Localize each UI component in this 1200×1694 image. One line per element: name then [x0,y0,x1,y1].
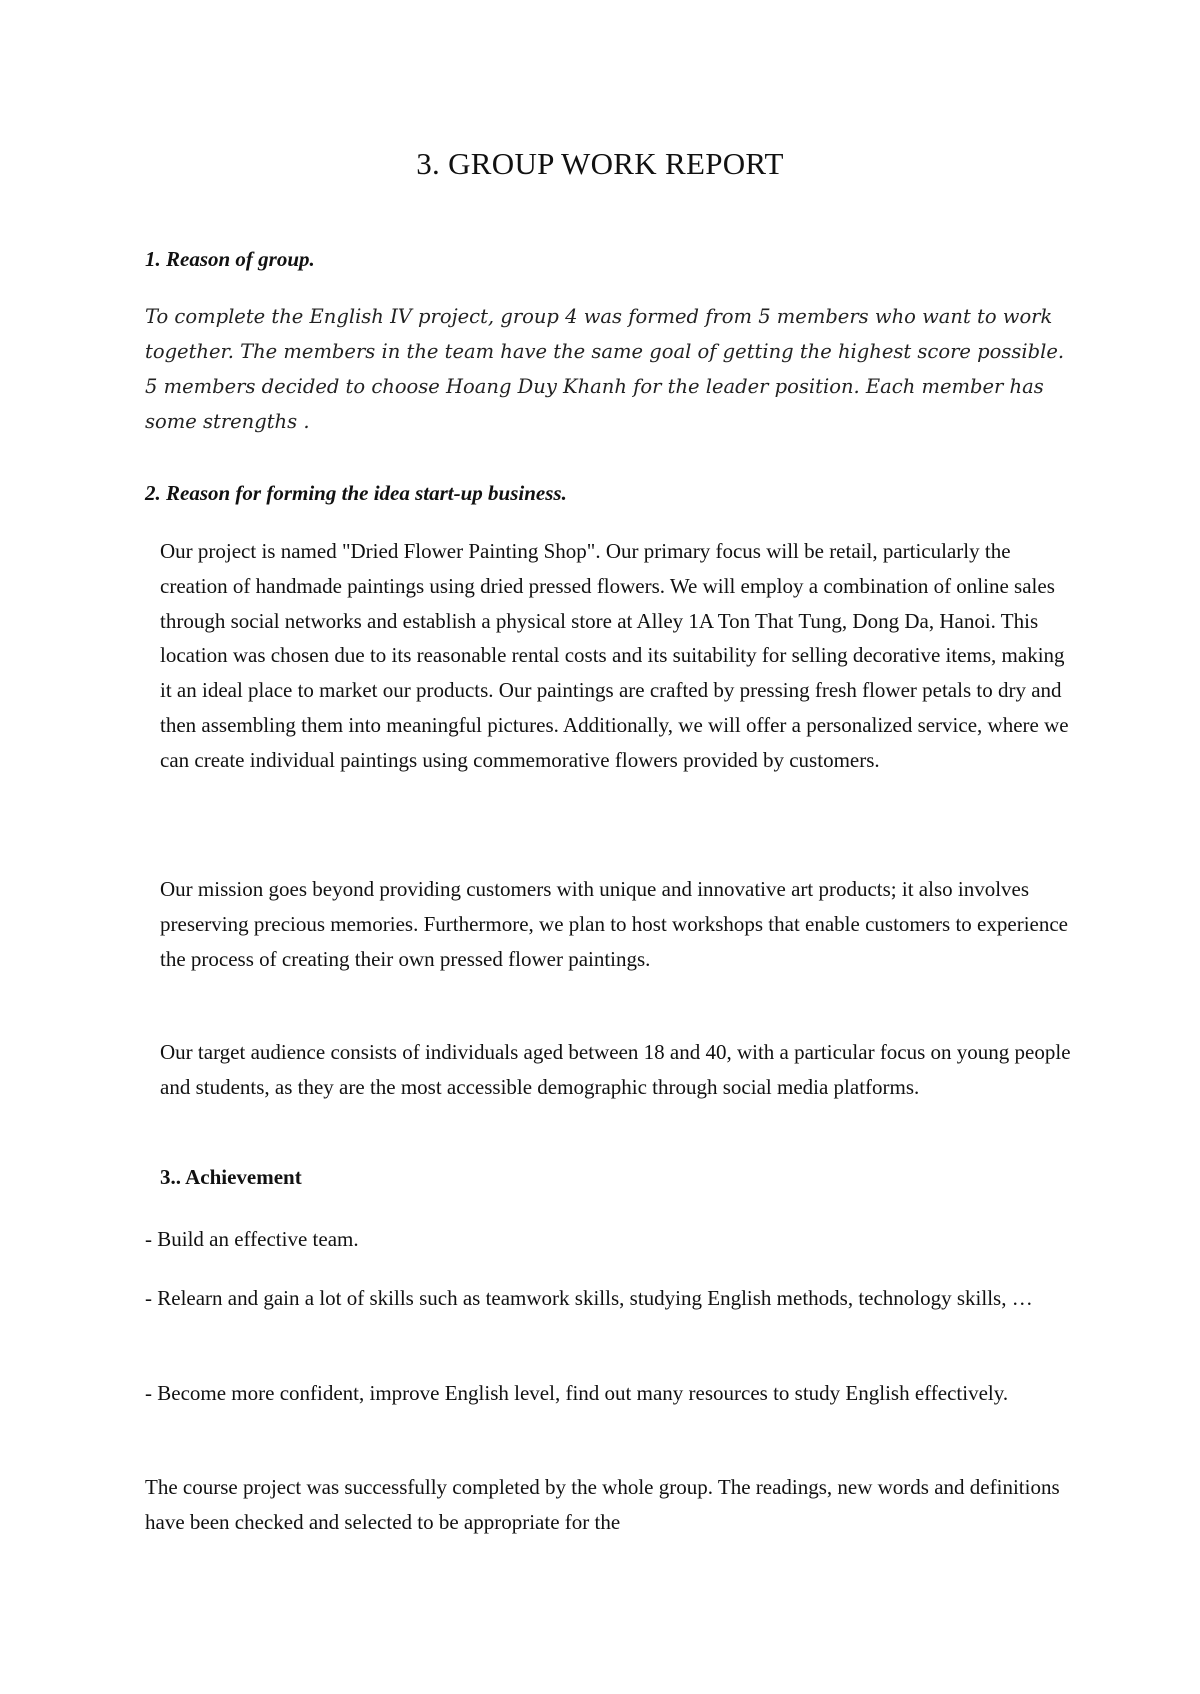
page-title: 3. GROUP WORK REPORT [416,146,784,181]
paragraph-project-description: Our project is named "Dried Flower Painting Shop". Our primary focus will be retail, particularly the creation of handmade paintings using dried pressed flowers. We will employ a combination of online sales through social networks and establish a physical store at Alley 1A Ton That Tung, Dong Da, Hanoi. This location was chosen due to its reasonable rental costs and its suitability for selling decorative items, making it an ideal place to market our products. Our paintings are crafted by pressing fresh flower petals to dry and then assembling them into meaningful pictures. Additionally, we will offer a personalized service, where we can create individual paintings using commemorative flowers provided by customers. [160,539,1069,772]
section-body-reason-of-group: To complete the English IV project, group 4 was formed from 5 members who want to work together. The members in the team have the same goal of getting the highest score possible. 5 members decided to choose Hoang Duy Khanh for the leader position. Each member has some strengths . [145,305,1065,433]
section-heading-startup-idea: 2. Reason for forming the idea start-up business. [145,481,567,505]
achievement-item: - Relearn and gain a lot of skills such as teamwork skills, studying English methods, technology skills, … [145,1286,1033,1310]
section-heading-achievement: 3.. Achievement [160,1165,302,1189]
paragraph-target-audience: Our target audience consists of individuals aged between 18 and 40, with a particular focus on young people and students, as they are the most accessible demographic through social media platforms. [160,1040,1071,1099]
paragraph-mission: Our mission goes beyond providing customers with unique and innovative art products; it also involves preserving precious memories. Furthermore, we plan to host workshops that enable customers to experience the process of creating their own pressed flower paintings. [160,877,1068,971]
paragraph-closing: The course project was successfully completed by the whole group. The readings, new words and definitions have been checked and selected to be appropriate for the [145,1475,1060,1534]
achievement-item: - Build an effective team. [145,1227,359,1251]
section-heading-reason-of-group: 1. Reason of group. [145,247,315,271]
achievement-item: - Become more confident, improve English level, find out many resources to study English effectively. [145,1381,1009,1405]
